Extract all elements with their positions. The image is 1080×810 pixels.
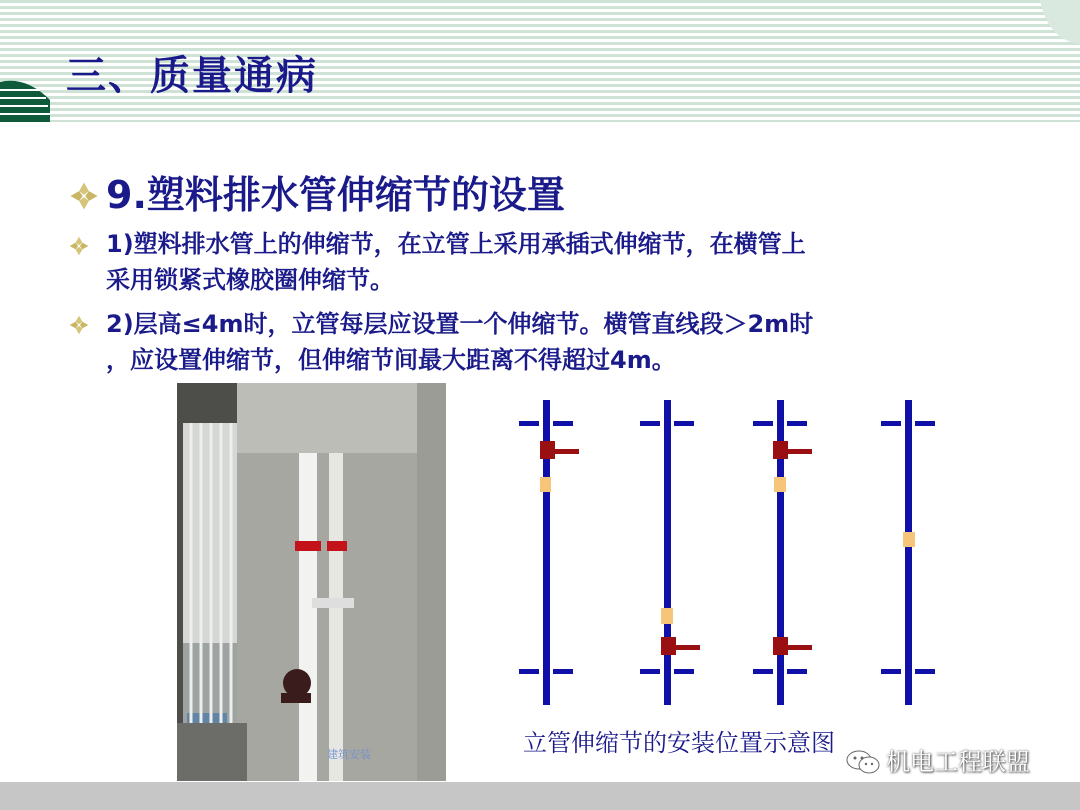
- watermark-text: 机电工程联盟: [886, 748, 1030, 776]
- footer-bar: [0, 782, 1080, 810]
- standpipe-2: [640, 400, 700, 705]
- watermark: [846, 744, 1030, 780]
- point-2-line-2: ，应设置伸缩节，但伸缩节间最大距离不得超过4m。: [106, 346, 676, 374]
- point-1: [106, 226, 1036, 298]
- diamond-bullet-icon: [68, 235, 90, 257]
- wechat-icon: [846, 749, 880, 775]
- point-1-line-2: 采用锁紧式橡胶圈伸缩节。: [106, 266, 394, 294]
- heading-number: 9.: [106, 173, 147, 217]
- diamond-bullet-icon: [68, 180, 100, 212]
- point-2: [106, 306, 1036, 378]
- standpipe-1: [519, 400, 579, 705]
- photo-watermark: 建筑安装: [327, 748, 371, 761]
- point-1-line-1: 1)塑料排水管上的伸缩节，在立管上采用承插式伸缩节，在横管上: [106, 230, 806, 258]
- section-heading: [106, 170, 565, 220]
- standpipe-4: [881, 400, 935, 705]
- diamond-bullet-icon: [68, 314, 90, 336]
- expansion-joint-diagram: [505, 395, 955, 715]
- diagram-caption: 立管伸缩节的安装位置示意图: [523, 729, 835, 757]
- standpipe-3: [753, 400, 812, 705]
- heading-label: 塑料排水管伸缩节的设置: [146, 173, 565, 217]
- point-2-line-1: 2)层高≤4m时，立管每层应设置一个伸缩节。横管直线段＞2m时: [106, 310, 814, 338]
- pipe-photo: [177, 383, 446, 781]
- page-title: 三、质量通病: [66, 53, 318, 99]
